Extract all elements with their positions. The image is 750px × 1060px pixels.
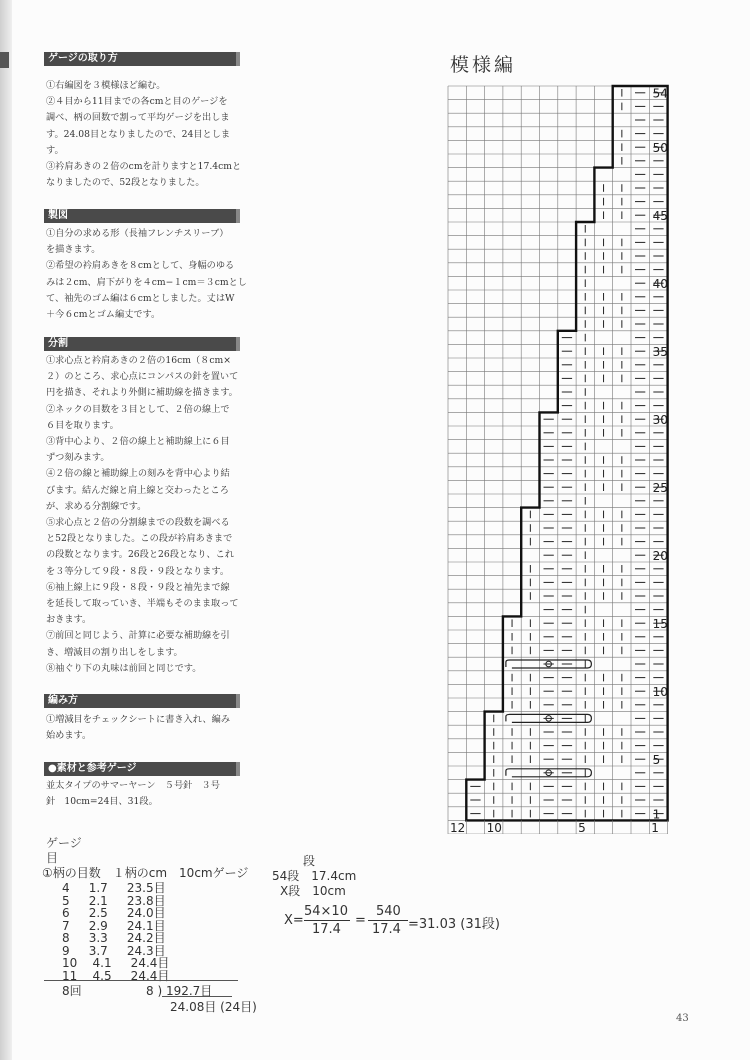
text-line: を３等分して９段・８段・９段となります。 — [46, 565, 230, 577]
text-line: ①増減目をチェックシートに書き入れ、編み — [46, 714, 231, 725]
equation-x-prefix: X= — [284, 913, 304, 928]
gauge-table-row: 5 2.1 23.8目 — [62, 893, 166, 908]
drafting-section-heading: 製図 — [44, 209, 240, 223]
text-line: ④２倍の線と補助線上の刻みを背中心より結 — [46, 468, 230, 480]
page-number: 43 — [676, 1013, 689, 1024]
text-line: 並太タイプのサマーヤーン ５号針 ３号 — [46, 780, 220, 791]
row-label: 54 — [652, 86, 668, 101]
text-line: びます。結んだ線と肩上線と交わったところ — [46, 484, 229, 496]
gauge-table-row: 8 3.3 24.2目 — [62, 931, 166, 945]
gauge-table-subheading: 目 — [46, 851, 59, 865]
text-line: き、増減目の割り出しをします。 — [46, 646, 183, 658]
text-line: て、袖先のゴム編は６cmとしました。丈はW — [46, 292, 235, 304]
text-line: が、求める分割線です。 — [46, 500, 147, 512]
page-edge — [0, 0, 12, 1060]
text-line: す。24.08目となりましたので、24目としま — [46, 128, 231, 140]
materials-section-text — [46, 778, 246, 810]
column-label: 1 — [651, 821, 659, 834]
row-calc-label: 段 — [303, 854, 316, 868]
gauge-count-label: 8回 — [62, 984, 82, 998]
text-line: ⑤求心点と２倍の分割線までの段数を調べる — [46, 517, 230, 529]
gauge-division: 8 ) 192.7目 — [146, 984, 213, 998]
text-line: ①自分の求める形（長袖フレンチスリーブ） — [46, 228, 229, 239]
text-line: ②４目から11目までの各cmと目のゲージを — [46, 96, 228, 108]
column-label: 5 — [578, 821, 586, 834]
equation-result: =31.03 (31段) — [408, 917, 500, 932]
knitting-chart — [440, 84, 690, 834]
row-label: 50 — [652, 141, 668, 155]
text-line: ずつ刻みます。 — [46, 452, 110, 464]
chart-title: 模様編 — [450, 54, 517, 76]
text-line: ①右編図を３模様ほど編む。 — [46, 80, 166, 91]
equation-equals: = — [355, 913, 366, 928]
text-line: と52段となりました。この段が衿肩あきまで — [46, 533, 233, 545]
drafting-section-text — [46, 226, 246, 323]
text-line: ③背中心より、２倍の線上と補助線上に６目 — [46, 436, 230, 448]
text-line: ６目を取ります。 — [46, 419, 119, 431]
division-section-heading: 分割 — [44, 337, 240, 351]
knitting-section-heading: 編み方 — [44, 694, 240, 708]
gauge-result: 24.08目 (24目) — [170, 1000, 257, 1014]
row-label: 25 — [652, 481, 668, 495]
row-label: 1 — [652, 807, 661, 822]
fraction-1 — [304, 904, 350, 938]
row-calc-line-2: X段 10cm — [280, 884, 346, 898]
text-line: す。 — [46, 144, 64, 156]
row-label: 35 — [652, 345, 668, 359]
text-line: を延長して取っていき、半端もそのまま取って — [46, 598, 239, 610]
gauge-table-row: 9 3.7 24.3目 — [62, 943, 166, 958]
text-line: を描きます。 — [46, 244, 101, 256]
text-line: ②希望の衿肩あきを８cmとして、身幅のゆる — [46, 260, 235, 272]
text-line: ③衿肩あきの２倍のcmを計りますと17.4cmと — [46, 161, 242, 173]
row-label: 30 — [652, 413, 668, 427]
fraction-2-bar — [368, 920, 408, 921]
text-line: 針 10cm=24目、31段。 — [46, 796, 158, 808]
fraction-1-bar — [304, 920, 350, 921]
fraction-1-numerator: 54×10 — [304, 904, 348, 919]
knitting-section-text — [46, 712, 246, 744]
division-line — [162, 996, 232, 997]
row-label: 40 — [652, 277, 668, 291]
text-line: みは２cm、肩下がりを４cm−１cm＝３cmとし — [46, 276, 247, 288]
row-calc-line-1: 54段 17.4cm — [272, 869, 357, 883]
column-label: 10 — [486, 821, 502, 834]
gauge-table-heading: ゲージ — [46, 836, 82, 850]
gauge-table-row: 4 1.7 23.5目 — [62, 881, 166, 895]
fraction-1-denominator: 17.4 — [312, 922, 341, 937]
gauge-section-heading: ゲージの取り方 — [44, 52, 240, 66]
text-line: ＋今６cmとゴム編丈です。 — [46, 309, 161, 321]
row-label: 5 — [652, 753, 661, 767]
gauge-section-text — [46, 78, 246, 191]
text-line: の段数となります。26段と26段となり、これ — [46, 549, 235, 561]
fraction-2-numerator: 540 — [376, 904, 401, 919]
text-line: ⑦前回と同じよう、計算に必要な補助線を引 — [46, 630, 230, 642]
materials-section-heading: ●素材と参考ゲージ — [44, 762, 240, 776]
row-label: 45 — [652, 209, 668, 223]
fraction-2 — [368, 904, 408, 938]
text-line: 始めます。 — [46, 730, 92, 742]
division-section-text — [46, 353, 246, 677]
text-line: ⑥袖上線上に９段・８段・９段と袖先まで線 — [46, 581, 230, 593]
gauge-table-row: 7 2.9 24.1目 — [62, 918, 166, 933]
gauge-table-header: ①柄の目数 １柄のcm 10cmゲージ — [42, 866, 249, 880]
gauge-table-row: 11 4.5 24.4目 — [62, 968, 170, 983]
text-line: 調べ、柄の回数で割って平均ゲージを出しま — [46, 112, 230, 124]
gauge-table-row: 10 4.1 24.4目 — [62, 956, 170, 970]
gauge-table-divider — [44, 980, 238, 981]
row-label: 15 — [652, 617, 668, 631]
page-edge-marker — [0, 52, 9, 68]
text-line: ②ネックの目数を３目として、２倍の線上で — [46, 403, 230, 415]
text-line: おきます。 — [46, 614, 92, 626]
row-label: 20 — [652, 549, 668, 563]
text-line: ⑧袖ぐり下の丸味は前回と同じです。 — [46, 662, 202, 674]
text-line: 円を描き、それより外側に補助線を描きます。 — [46, 387, 238, 399]
text-line: ①求心点と衿肩あきの２倍の16cm（８cm× — [46, 355, 231, 366]
column-label: 12 — [450, 821, 466, 834]
text-line: ２）のところ、求心点にコンパスの針を置いて — [46, 371, 239, 383]
row-label: 10 — [652, 685, 668, 699]
text-line: なりましたので、52段となりました。 — [46, 177, 205, 189]
gauge-table-row: 6 2.5 24.0目 — [62, 906, 166, 920]
fraction-2-denominator: 17.4 — [372, 922, 401, 937]
